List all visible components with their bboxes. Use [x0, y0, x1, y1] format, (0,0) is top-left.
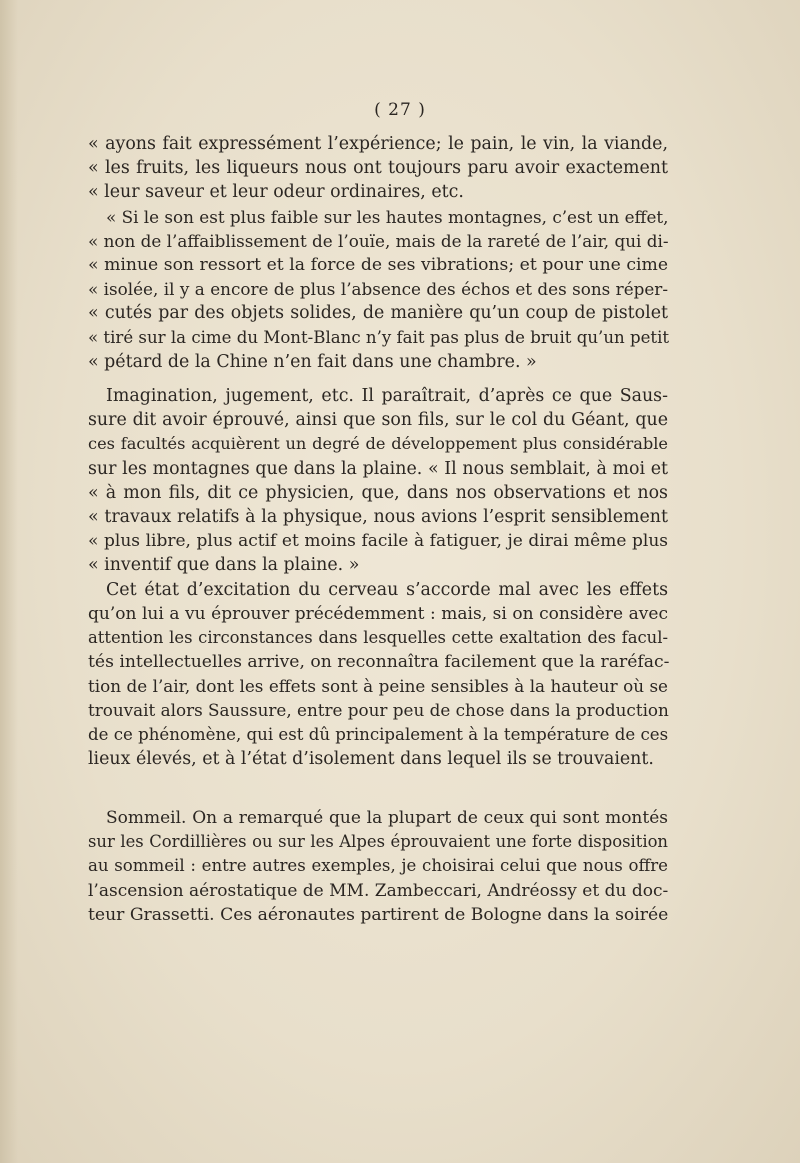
- page-number: ( 27 ): [374, 100, 426, 120]
- text-block-imagination: [88, 384, 668, 771]
- page-edge-shadow: [0, 0, 18, 1163]
- text-block-quotes: [88, 132, 668, 374]
- text-line: « cutés par des objets solides, de manière qu’un coup de pistolet: [88, 303, 668, 324]
- text-line: sure dit avoir éprouvé, ainsi que son fils, sur le col du Géant, que: [88, 410, 668, 431]
- text-line: Cet état d’excitation du cerveau s’accorde mal avec les effets: [106, 579, 668, 600]
- text-line: « leur saveur et leur odeur ordinaires, etc.: [88, 182, 464, 203]
- text-line: tion de l’air, dont les effets sont à peine sensibles à la hauteur où se: [88, 676, 668, 697]
- text-line: Imagination, jugement, etc. Il paraîtrait, d’après ce que Saus-: [106, 386, 668, 406]
- text-line: « plus libre, plus actif et moins facile à fatiguer, je dirai même plus: [88, 531, 668, 552]
- text-line: teur Grassetti. Ces aéronautes partirent de Bologne dans la soirée: [88, 904, 669, 925]
- text-line: l’ascension aérostatique de MM. Zambeccari, Andréossy et du doc-: [88, 880, 669, 901]
- text-line: « inventif que dans la plaine. »: [88, 555, 360, 576]
- text-line: « les fruits, les liqueurs nous ont toujours paru avoir exactement: [88, 158, 668, 179]
- text-line: de ce phénomène, qui est dû principalement à la température de ces: [88, 724, 669, 744]
- text-line: « travaux relatifs à la physique, nous avions l’esprit sensiblement: [88, 506, 668, 527]
- text-line: attention les circonstances dans lesquelles cette exaltation des facul-: [88, 627, 668, 647]
- text-block-sommeil: [88, 806, 668, 927]
- text-line: « pétard de la Chine n’en fait dans une chambre. »: [88, 351, 537, 372]
- text-line: « minue son ressort et la force de ses vibrations; et pour une cime: [88, 254, 668, 275]
- text-line: au sommeil : entre autres exemples, je choisirai celui que nous offre: [88, 856, 668, 876]
- text-line: lieux élevés, et à l’état d’isolement dans lequel ils se trouvaient.: [88, 748, 654, 769]
- text-line: sur les montagnes que dans la plaine. « Il nous semblait, à moi et: [88, 458, 668, 479]
- text-line: « Si le son est plus faible sur les hautes montagnes, c’est un effet,: [106, 206, 669, 227]
- text-line: « à mon fils, dit ce physicien, que, dans nos observations et nos: [88, 482, 668, 503]
- text-line: « non de l’affaiblissement de l’ouïe, mais de la rareté de l’air, qui di-: [88, 230, 669, 251]
- text-line: Sommeil. On a remarqué que la plupart de ceux qui sont montés: [106, 808, 668, 828]
- text-line: « tiré sur la cime du Mont-Blanc n’y fait pas plus de bruit qu’un petit: [88, 327, 670, 347]
- text-line: « isolée, il y a encore de plus l’absence des échos et des sons réper-: [88, 279, 668, 300]
- text-line: trouvait alors Saussure, entre pour peu de chose dans la production: [88, 700, 669, 721]
- text-line: tés intellectuelles arrive, on reconnaîtra facilement que la raréfac-: [88, 652, 670, 673]
- text-line: sur les Cordillières ou sur les Alpes éprouvaient une forte disposition: [88, 832, 668, 852]
- text-line: « ayons fait expressément l’expérience; le pain, le vin, la viande,: [88, 134, 668, 154]
- text-line: qu’on lui a vu éprouver précédemment : mais, si on considère avec: [88, 603, 668, 624]
- text-line: ces facultés acquièrent un degré de développement plus considérable: [88, 434, 668, 454]
